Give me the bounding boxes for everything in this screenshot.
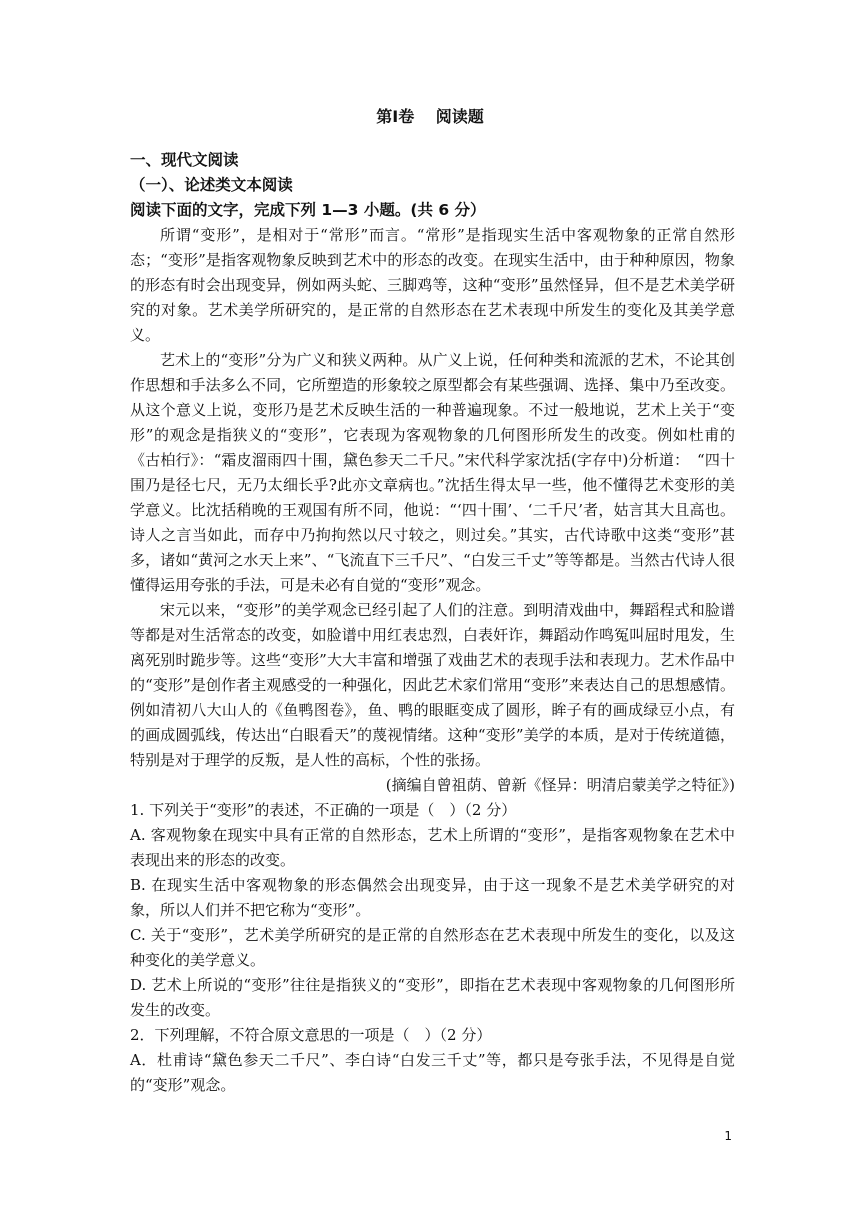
question-1-stem: 1. 下列关于“变形”的表述，不正确的一项是（ ）（2 分） [130, 801, 517, 819]
source-citation: (摘编自曾祖荫、曾新《怪异：明清启蒙美学之特征》) [385, 776, 735, 794]
section-heading-modern-reading: 一、现代文阅读 [130, 151, 239, 169]
section-heading-argumentative: （一）、论述类文本阅读 [130, 176, 293, 194]
question-2-option-a: A．杜甫诗“黛色参天二千尺”、李白诗“白发三千丈”等，都只是夸张手法，不见得是自觉的“变形”观念。 [130, 1051, 735, 1094]
document-body [130, 148, 735, 1098]
question-2-stem: 2．下列理解，不符合原文意思的一项是（ ）（2 分） [130, 1026, 492, 1044]
reading-instruction: 阅读下面的文字，完成下列 1—3 小题。(共 6 分） [130, 201, 486, 219]
paragraph-2: 艺术上的“变形”分为广义和狭义两种。从广义上说，任何种类和流派的艺术，不论其创作思想和手法多么不同，它所塑造的形象较之原型都会有某些强调、选择、集中乃至改变。从这个意义上说，变形乃是艺术反映生活的一种普遍现象。不过一般地说，艺术上关于“变形”的观念是指狭义的“变形”，它表现为客观物象的几何图形所发生的改变。例如杜甫的《古柏行》：“霜皮溜雨四十围，黛色参天二千尺。”宋代科学家沈括(字存中)分析道： “四十围乃是径七尺，无乃太细长乎?此亦文章病也。”沈括生得太早一些，他不懂得艺术变形的美学意义。比沈括稍晚的王观国有所不同，他说：“‘四十围’、‘二千尺’者，姑言其大且高也。诗人之言当如此，而存中乃拘拘然以尺寸较之，则过矣。”其实，古代诗歌中这类“变形”甚多，诸如“黄河之水天上来”、“飞流直下三千尺”、“白发三千丈”等等都是。当然古代诗人很懂得运用夸张的手法，可是未必有自觉的“变形”观念。 [130, 351, 735, 594]
question-1-option-d: D. 艺术上所说的“变形”往往是指狭义的“变形”，即指在艺术表现中客观物象的几何图形所发生的改变。 [130, 976, 735, 1019]
paragraph-3: 宋元以来，“变形”的美学观念已经引起了人们的注意。到明清戏曲中，舞蹈程式和脸谱等都是对生活常态的改变，如脸谱中用红表忠烈，白表奸诈，舞蹈动作鸣冤叫屈时甩发，生离死别时跪步等。这些“变形”大大丰富和增强了戏曲艺术的表现手法和表现力。艺术作品中的“变形”是创作者主观感受的一种强化，因此艺术家们常用“变形”来表达自己的思想感情。例如清初八大山人的《鱼鸭图卷》，鱼、鸭的眼眶变成了圆形，眸子有的画成绿豆小点，有的画成圆弧线，传达出“白眼看天”的蔑视情绪。这种“变形”美学的本质，是对于传统道德，特别是对于理学的反叛，是人性的高标，个性的张扬。 [130, 601, 735, 769]
paragraph-1: 所谓“变形”，是相对于“常形”而言。“常形”是指现实生活中客观物象的正常自然形态；“变形”是指客观物象反映到艺术中的形态的改变。在现实生活中，由于种种原因，物象的形态有时会出现变异，例如两头蛇、三脚鸡等，这种“变形”虽然怪异，但不是艺术美学研究的对象。艺术美学所研究的，是正常的自然形态在艺术表现中所发生的变化及其美学意义。 [130, 226, 735, 344]
page-number: 1 [724, 1129, 732, 1143]
volume-title: 第Ⅰ卷 阅读题 [376, 107, 484, 126]
question-1-option-b: B. 在现实生活中客观物象的形态偶然会出现变异，由于这一现象不是艺术美学研究的对象，所以人们并不把它称为“变形”。 [130, 876, 735, 919]
question-1-option-c: C. 关于“变形”，艺术美学所研究的是正常的自然形态在艺术表现中所发生的变化，以及这种变化的美学意义。 [130, 926, 735, 969]
question-1-option-a: A. 客观物象在现实中具有正常的自然形态，艺术上所谓的“变形”，是指客观物象在艺术中表现出来的形态的改变。 [130, 826, 735, 869]
